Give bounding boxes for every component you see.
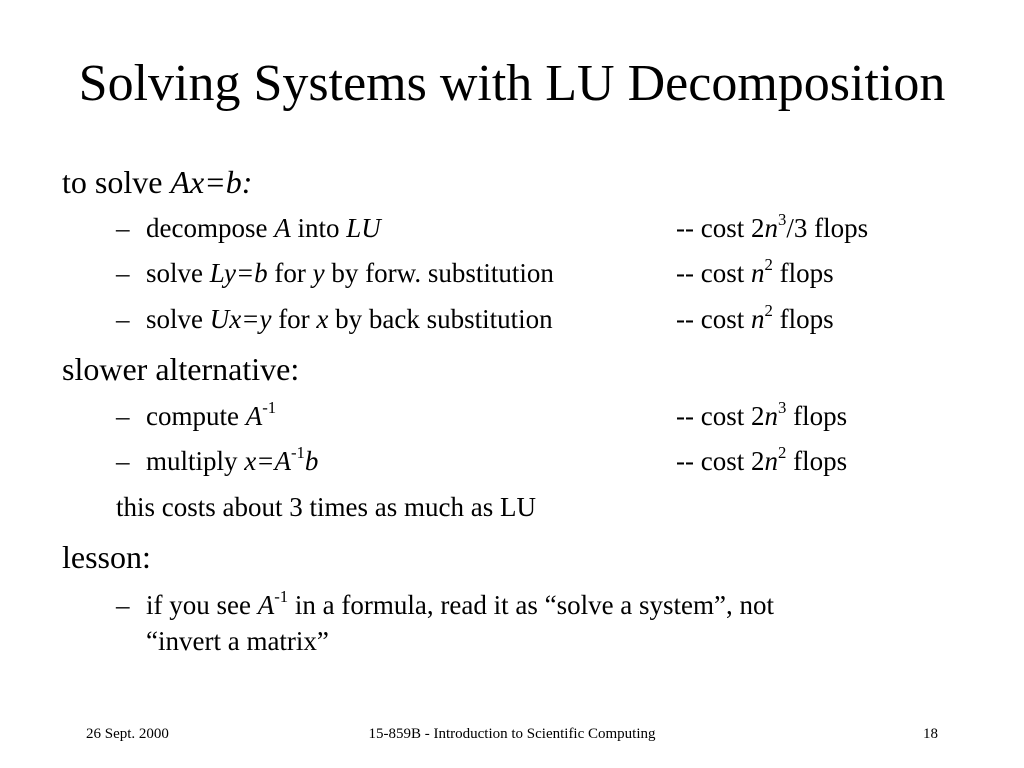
footer-date: 26 Sept. 2000 (86, 726, 169, 742)
bullet-cost: -- cost $n^2$ flops (676, 300, 834, 334)
slide-title: Solving Systems with LU Decomposition (78, 55, 946, 112)
bullet-dash: – (116, 258, 130, 288)
bullet-text: solve Ux=y for x by back substitution (146, 304, 553, 334)
bullet-cost: -- cost $2n^2$ flops (676, 442, 848, 476)
bullet-lesson-continuation: “invert a matrix” (146, 626, 329, 656)
footer-course: 15-859B - Introduction to Scientific Computing (368, 726, 656, 742)
bullet-text: if you see $A^{-1}$ in a formula, read it as “solve a system”, not (146, 586, 775, 620)
bullet-cost: -- cost $2n^3$ flops (676, 397, 848, 431)
bullet-text: multiply $x=A^{-1}b$ (146, 442, 319, 476)
bullet-cost: -- cost $2n^3/3$ flops (676, 209, 869, 243)
heading-equation: Ax=b: (170, 164, 253, 200)
bullet-text: solve Ly=b for y by forw. substitution (146, 258, 554, 288)
bullet-dash: – (116, 590, 130, 620)
bullet-text: decompose A into LU (146, 213, 381, 243)
footer-page-number: 18 (923, 726, 938, 742)
bullet-dash: – (116, 213, 130, 243)
bullet-cost: -- cost $n^2$ flops (676, 254, 834, 288)
heading-slower-alternative: slower alternative: (62, 351, 300, 387)
heading-lesson: lesson: (62, 539, 151, 575)
note-cost-comparison: this costs about 3 times as much as LU (116, 492, 536, 522)
heading-text: to solve (62, 164, 171, 200)
heading-to-solve (62, 162, 252, 202)
bullet-dash: – (116, 401, 130, 431)
bullet-dash: – (116, 446, 130, 476)
bullet-text: compute $A^{-1}$ (146, 397, 277, 431)
bullet-dash: – (116, 304, 130, 334)
